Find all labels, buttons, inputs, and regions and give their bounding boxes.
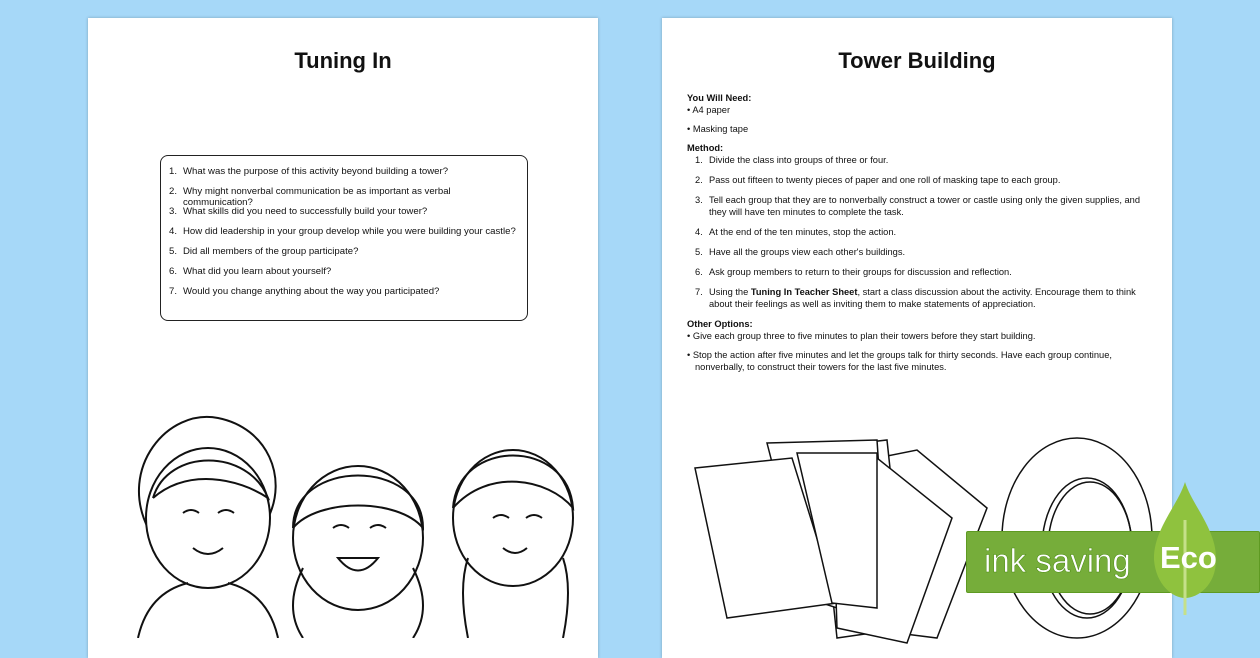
- question-text: What did you learn about yourself?: [183, 266, 332, 277]
- questions-box: [160, 155, 528, 321]
- option-item: • Give each group three to five minutes to plan their towers before they start building.: [687, 331, 1036, 341]
- step-text: Have all the groups view each other's buildings.: [709, 247, 906, 257]
- step-text: At the end of the ten minutes, stop the action.: [709, 227, 897, 237]
- question-item: 6. What did you learn about yourself?: [169, 266, 519, 286]
- question-text: Would you change anything about the way you participated?: [183, 286, 440, 297]
- option-text: Give each group three to five minutes to plan their towers before they start building.: [692, 331, 1036, 341]
- instructions: [687, 86, 1147, 380]
- question-text: What skills did you need to successfully build your tower?: [183, 206, 428, 217]
- eco-label: Eco: [1160, 540, 1217, 575]
- step-text: Pass out fifteen to twenty pieces of paper and one roll of masking tape to each group.: [709, 175, 1061, 185]
- need-item: • A4 paper: [687, 105, 731, 115]
- question-text: What was the purpose of this activity beyond building a tower?: [183, 166, 449, 177]
- need-text: Masking tape: [692, 124, 749, 134]
- need-text: A4 paper: [692, 105, 731, 115]
- question-item: 7. Would you change anything about the way you participated?: [169, 286, 519, 306]
- method-step: 2. Pass out fifteen to twenty pieces of paper and one roll of masking tape to each group.: [695, 175, 1061, 185]
- step-text: Ask group members to return to their groups for discussion and reflection.: [709, 267, 1012, 277]
- teacher-sheet-reference: Tuning In Teacher Sheet: [750, 287, 858, 297]
- method-step: 6. Ask group members to return to their groups for discussion and reflection.: [695, 267, 1012, 277]
- children-illustration: [108, 408, 588, 638]
- question-item: 3. What skills did you need to successfully build your tower?: [169, 206, 519, 226]
- need-heading: You Will Need:: [687, 93, 752, 103]
- method-step: 4. At the end of the ten minutes, stop the action.: [695, 227, 897, 237]
- step-text: Using the: [709, 287, 751, 297]
- options-heading: Other Options:: [687, 319, 753, 329]
- method-heading: Method:: [687, 143, 724, 153]
- method-step: 5. Have all the groups view each other's buildings.: [695, 247, 906, 257]
- page-title: Tuning In: [294, 48, 392, 73]
- tuning-in-page: [88, 18, 598, 658]
- question-item: 2. Why might nonverbal communication be as important as verbal communication?: [169, 186, 519, 206]
- ink-saving-label: ink saving: [984, 542, 1131, 579]
- question-text: How did leadership in your group develop while you were building your castle?: [183, 226, 516, 237]
- need-item: • Masking tape: [687, 124, 749, 134]
- question-text: Why might nonverbal communication be as important as verbal communication?: [183, 186, 451, 208]
- question-item: 1. What was the purpose of this activity beyond building a tower?: [169, 166, 519, 186]
- question-text: Did all members of the group participate?: [183, 246, 359, 257]
- method-step: 3. Tell each group that they are to nonverbally construct a tower or castle using only the given supplies, and they will have ten minutes to complete the task.: [687, 194, 1147, 218]
- step-text: Divide the class into groups of three or four.: [709, 155, 889, 165]
- step-text: Tell each group that they are to nonverbally construct a tower or castle using only the given supplies, and they will have ten minutes to complete the task.: [709, 195, 1141, 217]
- method-step: 7. Using the Tuning In Teacher Sheet, start a class discussion about the activity. Encourage them to think about their feelings as well as inviting them to make statements of appreciation.: [695, 287, 1136, 309]
- question-item: 5. Did all members of the group participate?: [169, 246, 519, 266]
- question-item: 4. How did leadership in your group develop while you were building your castle?: [169, 226, 519, 246]
- page-title: Tower Building: [838, 48, 996, 73]
- step-text: , start a class discussion about the activity. Encourage them to think about their feelings as well as inviting them to make statements of appreciation.: [709, 287, 1136, 309]
- method-step: 1. Divide the class into groups of three or four.: [695, 155, 889, 165]
- option-text: Stop the action after five minutes and let the groups talk for thirty seconds. Have each group continue, nonverbally, to construct their towers for the last five minutes.: [692, 350, 1112, 372]
- option-item: • Stop the action after five minutes and let the groups talk for thirty seconds. Have each group continue, nonverbally, to construct their towers for the last five minutes.: [687, 350, 1112, 372]
